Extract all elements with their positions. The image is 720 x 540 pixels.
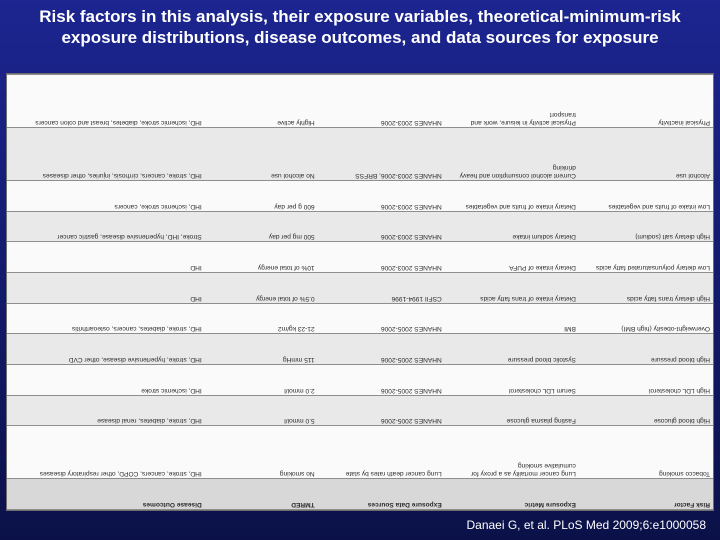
table-row (7, 75, 713, 128)
table-cell: IHD, stroke, cancers, COPD, other respiratory diseases (7, 426, 205, 479)
citation: Danaei G, et al. PLoS Med 2009;6:e1000058 (466, 518, 706, 532)
table-cell: NHANES 2003-2006 (318, 211, 445, 242)
table-row (7, 395, 713, 426)
table-cell: NHANES 2003-2006 (318, 75, 445, 128)
table-cell: Stroke, IHD, hypertensive disease, gastric cancer (7, 211, 205, 242)
title-line-1: Risk factors in this analysis, their exposure variables, theoretical-minimum-risk (39, 7, 681, 26)
table-row (7, 303, 713, 334)
table-cell: 0.5% of total energy (205, 273, 318, 304)
table-cell: IHD (7, 273, 205, 304)
table-cell: NHANES 2005-2006 (318, 303, 445, 334)
table-cell: TMRED (205, 479, 318, 510)
table-cell: Exposure Data Sources (318, 479, 445, 510)
table-cell: 10% of total energy (205, 242, 318, 273)
table-cell: BMI (445, 303, 579, 334)
table-cell: Dietary intake of fruits and vegetables (445, 180, 579, 211)
table-cell: Highly active (205, 75, 318, 128)
table-row (7, 365, 713, 396)
table-cell: 21-23 kg/m2 (205, 303, 318, 334)
table-cell: Fasting plasma glucose (445, 395, 579, 426)
table-cell: High blood pressure (579, 334, 713, 365)
table-cell: Physical inactivity (579, 75, 713, 128)
table-cell: IHD, stroke, diabetes, renal disease (7, 395, 205, 426)
table-cell: Disease Outcomes (7, 479, 205, 510)
table-row (7, 426, 713, 479)
table-cell: Alcohol use (579, 128, 713, 181)
table-cell: 500 mg per day (205, 211, 318, 242)
table-row (7, 211, 713, 242)
table-row (7, 334, 713, 365)
table-cell: IHD, stroke, diabetes, cancers, osteoarthritis (7, 303, 205, 334)
table-cell: Low dietary polyunsaturated fatty acids (579, 242, 713, 273)
table-cell: CSFII 1994-1996 (318, 273, 445, 304)
table-cell: NHANES 2005-2006 (318, 334, 445, 365)
table-cell: NHANES 2003-2006, BRFSS (318, 128, 445, 181)
title-line-2: exposure distributions, disease outcomes, and data sources for exposure (61, 28, 659, 47)
table-cell: High LDL cholesterol (579, 365, 713, 396)
table-cell: Tobacco smoking (579, 426, 713, 479)
table-cell: Low intake of fruits and vegetables (579, 180, 713, 211)
table-row (7, 180, 713, 211)
table-cell: IHD, ischemic stroke (7, 365, 205, 396)
table-cell: Dietary sodium intake (445, 211, 579, 242)
table-row (7, 242, 713, 273)
table-cell: 5.0 mmol/l (205, 395, 318, 426)
table-header-row (7, 479, 713, 510)
slide-title (0, 6, 720, 48)
table-row (7, 273, 713, 304)
table-cell: IHD (7, 242, 205, 273)
table-cell: IHD, ischemic stroke, diabetes, breast and colon cancers (7, 75, 205, 128)
table-cell: Dietary intake of trans fatty acids (445, 273, 579, 304)
table-cell: Physical activity in leisure, work and transport (445, 75, 579, 128)
risk-factor-table (7, 74, 713, 510)
table-cell: Overweight-obesity (high BMI) (579, 303, 713, 334)
table-cell: Serum LDL cholesterol (445, 365, 579, 396)
table-cell: Dietary intake of PUFA (445, 242, 579, 273)
table-row (7, 128, 713, 181)
table-cell: High dietary trans fatty acids (579, 273, 713, 304)
table-cell: High dietary salt (sodium) (579, 211, 713, 242)
table-cell: 2.0 mmol/l (205, 365, 318, 396)
table-flipped-view (7, 74, 713, 510)
table-cell: Lung cancer mortality as a proxy for cumulative smoking (445, 426, 579, 479)
table-cell: Current alcohol consumption and heavy drinking (445, 128, 579, 181)
table-cell: Lung cancer death rates by state (318, 426, 445, 479)
table-cell: Risk Factor (579, 479, 713, 510)
table-cell: NHANES 2003-2006 (318, 180, 445, 211)
table-cell: NHANES 2003-2006 (318, 242, 445, 273)
table-cell: Systolic blood pressure (445, 334, 579, 365)
table-cell: No smoking (205, 426, 318, 479)
table-cell: NHANES 2005-2006 (318, 395, 445, 426)
table-cell: IHD, stroke, cancers, cirrhosis, injuries, other diseases (7, 128, 205, 181)
risk-factor-table-image (6, 73, 714, 511)
table-cell: IHD, ischemic stroke, cancers (7, 180, 205, 211)
table-cell: IHD, stroke, hypertensive disease, other CVD (7, 334, 205, 365)
table-cell: 600 g per day (205, 180, 318, 211)
table-cell: 115 mmHg (205, 334, 318, 365)
table-cell: NHANES 2005-2006 (318, 365, 445, 396)
table-cell: High blood glucose (579, 395, 713, 426)
table-cell: Exposure Metric (445, 479, 579, 510)
table-cell: No alcohol use (205, 128, 318, 181)
